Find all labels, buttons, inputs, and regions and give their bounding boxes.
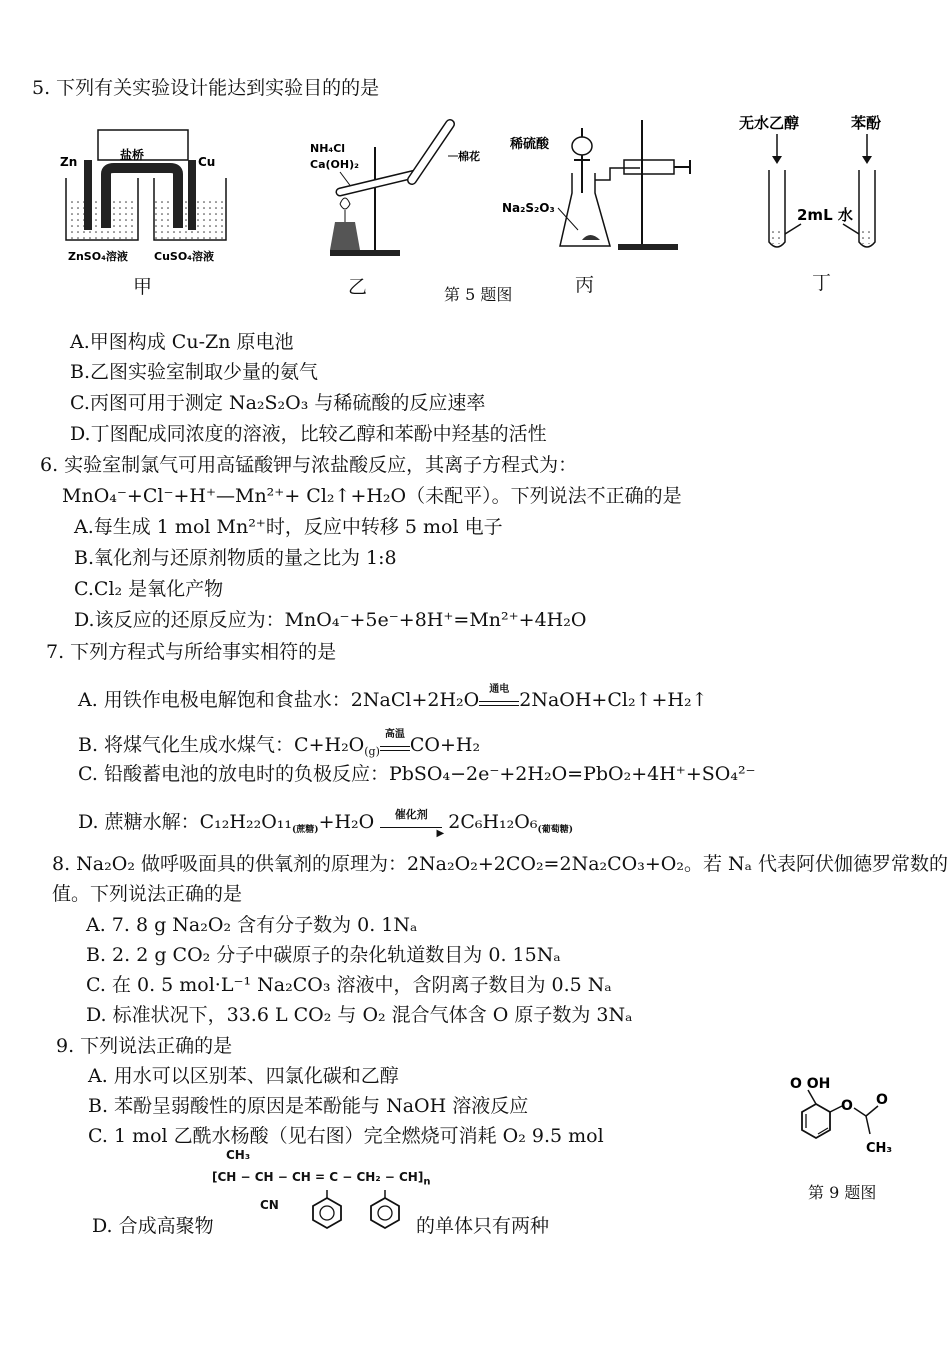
dilute-h2so4-label: 稀硫酸 (510, 137, 550, 152)
figure-yi-ammonia-apparatus (300, 122, 480, 262)
q7-a-condition: 通电 (479, 691, 519, 706)
polymer-benzene-rings (305, 1190, 405, 1230)
q6-equation: MnO₄⁻+Cl⁻+H⁺—Mn²⁺+ Cl₂↑+H₂O（未配平）。下列说法不正确的是 (62, 485, 682, 507)
q8-option-d: D. 标准状况下，33.6 L CO₂ 与 O₂ 混合气体含 O 原子数为 3Nₐ (86, 1004, 633, 1026)
q6-option-a: A.每生成 1 mol Mn²⁺时，反应中转移 5 mol 电子 (74, 516, 503, 538)
q7-d-sub1: (蔗糖) (292, 825, 319, 835)
phenol-label: 苯酚 (851, 114, 882, 132)
q8-option-a: A. 7. 8 g Na₂O₂ 含有分子数为 0. 1Nₐ (86, 914, 418, 936)
cu-label: Cu (198, 155, 216, 169)
arrow-right-icon: ▶ (380, 827, 442, 828)
q7-stem: 7. 下列方程式与所给事实相符的是 (46, 641, 337, 663)
q7-b-post: CO+H₂ (409, 734, 481, 756)
aspirin-ch3: CH₃ (866, 1141, 893, 1156)
q7-option-c: C. 铅酸蓄电池的放电时的负极反应：PbSO₄−2e⁻+2H₂O=PbO₂+4H⁺+SO₄²⁻ (78, 763, 756, 785)
q9-option-b: B. 苯酚呈弱酸性的原因是苯酚能与 NaOH 溶液反应 (88, 1095, 529, 1117)
nh4cl-label: NH₄Cl (310, 142, 346, 155)
q7-d-condition: 催化剂 ▶ (380, 817, 442, 828)
q7-d-mid: +H₂O (318, 811, 375, 833)
q7-d-post: 2C₆H₁₂O₆ (448, 811, 538, 833)
cuso4-label: CuSO₄溶液 (154, 250, 214, 263)
q7-b-pre: B. 将煤气化生成水煤气：C+H₂O (78, 734, 365, 756)
q7-b-sub: (g) (364, 745, 380, 758)
caoh2-label: Ca(OH)₂ (310, 158, 359, 171)
q5-option-b: B.乙图实验室制取少量的氨气 (70, 361, 319, 383)
fig-ding-caption: 丁 (812, 272, 832, 294)
znso4-label: ZnSO₄溶液 (68, 250, 128, 263)
q9-figure-caption: 第 9 题图 (808, 1183, 877, 1202)
q8-stem-line2: 值。下列说法正确的是 (52, 883, 243, 905)
salt-bridge-label: 盐桥 (120, 148, 145, 162)
aspirin-o-carbonyl: O (876, 1092, 888, 1108)
aspirin-structure (786, 1072, 906, 1172)
q9-option-c: C. 1 mol 乙酰水杨酸（见右图）完全燃烧可消耗 O₂ 9.5 mol (88, 1125, 604, 1147)
polymer-cn: CN (260, 1198, 279, 1212)
q9-option-a: A. 用水可以区别苯、四氯化碳和乙醇 (88, 1065, 399, 1087)
q5-option-c: C.丙图可用于测定 Na₂S₂O₃ 与稀硫酸的反应速率 (70, 392, 486, 414)
na2s2o3-label: Na₂S₂O₃ (502, 201, 555, 215)
fig-jia-caption: 甲 (133, 276, 153, 298)
q9-option-d-post: 的单体只有两种 (416, 1215, 550, 1237)
figure-jia-galvanic-cell (58, 128, 238, 273)
q7-d-sub2: (葡萄糖) (537, 825, 574, 835)
aspirin-cooh: O OH (790, 1076, 831, 1092)
q5-option-a: A.甲图构成 Cu-Zn 原电池 (70, 331, 294, 353)
q5-stem: 5. 下列有关实验设计能达到实验目的的是 (32, 77, 380, 99)
aspirin-o-ester: O (841, 1098, 853, 1114)
q8-option-c: C. 在 0. 5 mol·L⁻¹ Na₂CO₃ 溶液中，含阴离子数目为 0.5 Nₐ (86, 974, 612, 996)
q5-option-d: D.丁图配成同浓度的溶液，比较乙醇和苯酚中羟基的活性 (70, 423, 547, 445)
q6-stem: 6. 实验室制氯气可用高锰酸钾与浓盐酸反应，其离子方程式为： (40, 454, 578, 476)
fig-bing-caption: 丙 (575, 274, 595, 296)
water-label: 2mL 水 (797, 206, 853, 224)
q7-option-a (78, 684, 708, 712)
q6-option-d: D.该反应的还原反应为：MnO₄⁻+5e⁻+8H⁺=Mn²⁺+4H₂O (74, 609, 587, 631)
q7-a-post: 2NaOH+Cl₂↑+H₂↑ (519, 689, 708, 711)
q7-d-pre: D. 蔗糖水解：C₁₂H₂₂O₁₁ (78, 811, 293, 833)
ethanol-label: 无水乙醇 (739, 114, 800, 132)
polymer-ch3: CH₃ (226, 1148, 251, 1162)
zn-label: Zn (60, 155, 78, 169)
polymer-n: n (423, 1176, 431, 1188)
polymer-chain-text: CH − CH − CH = C − CH₂ − CH (217, 1170, 418, 1184)
figure-ding-test-tubes (735, 110, 905, 260)
q7-option-b (78, 729, 481, 764)
q9-stem: 9. 下列说法正确的是 (56, 1035, 233, 1057)
q5-figure-caption: 第 5 题图 (444, 285, 513, 304)
q7-a-pre: A. 用铁作电极电解饱和食盐水：2NaCl+2H₂O (78, 689, 480, 711)
fig-yi-caption: 乙 (348, 276, 368, 298)
polymer-chain: [CH − CH − CH = $C - CH_2 - CH]_n$ (212, 1170, 431, 1188)
q7-b-condition: 高温 (380, 736, 410, 751)
figure-bing-rate-apparatus (500, 118, 695, 258)
cotton-label: 棉花 (458, 150, 480, 163)
q9-option-d-pre: D. 合成高聚物 (92, 1215, 214, 1237)
q6-option-b: B.氧化剂与还原剂物质的量之比为 1:8 (74, 547, 397, 569)
q7-option-d (78, 810, 573, 842)
q8-stem-line1: 8. Na₂O₂ 做呼吸面具的供氧剂的原理为：2Na₂O₂+2CO₂=2Na₂CO₃+O₂。若 Nₐ 代表阿伏伽德罗常数的 (52, 853, 949, 875)
q6-option-c: C.Cl₂ 是氧化产物 (74, 578, 224, 600)
q8-option-b: B. 2. 2 g CO₂ 分子中碳原子的杂化轨道数目为 0. 15Nₐ (86, 944, 561, 966)
